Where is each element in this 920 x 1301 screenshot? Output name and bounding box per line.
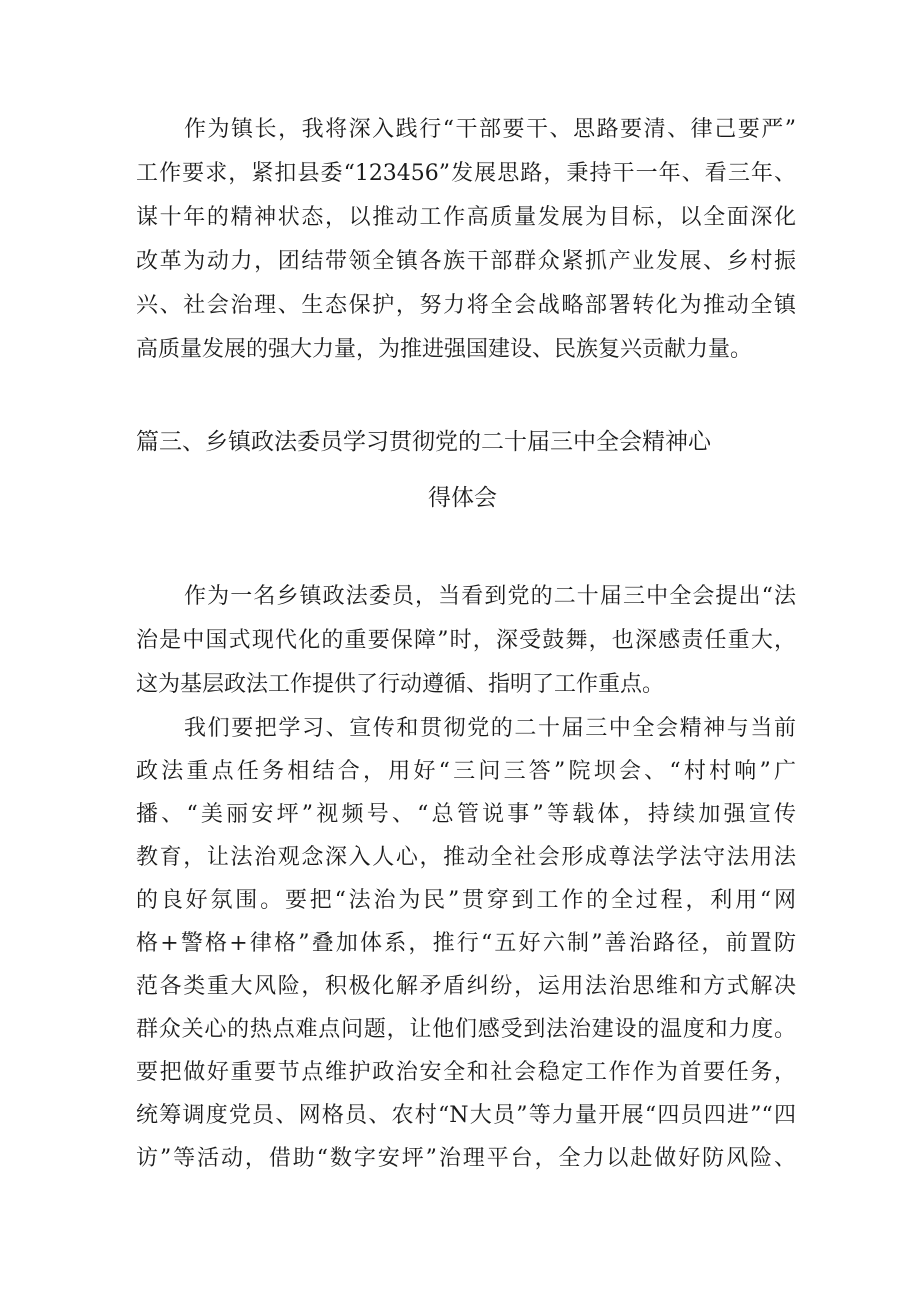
text-line: 高质量发展的强大力量，为推进强国建设、民族复兴贡献力量。: [136, 337, 753, 362]
text-line: 的良好氛围。要把“法治为民”贯穿到工作的全过程，利用“网: [136, 888, 796, 913]
text-line: 政法重点任务相结合，用好“三问三答”院坝会、“村村响”广: [136, 759, 796, 784]
text-line: 治是中国式现代化的重要保障”时，深受鼓舞，也深感责任重大，: [136, 628, 796, 653]
text-line: 作为镇长，我将深入践行“干部要干、思路要清、律己要严”: [184, 117, 796, 142]
text-line: 格+警格+律格”叠加体系，推行“五好六制”善治路径，前置防: [136, 931, 796, 956]
text-line: 群众关心的热点难点问题，让他们感受到法治建设的温度和力度。: [136, 1017, 796, 1042]
text-line: 统筹调度党员、网格员、农村“N大员”等力量开展“四员四进”“四: [136, 1103, 796, 1128]
text-line: 这为基层政法工作提供了行动遵循、指明了工作重点。: [136, 672, 665, 697]
text-line: 兴、社会治理、生态保护，努力将全会战略部署转化为推动全镇: [136, 293, 796, 318]
section-heading-line-2: 得体会: [428, 485, 497, 511]
text-line: 教育，让法治观念深入人心，推动全社会形成尊法学法守法用法: [136, 845, 796, 870]
text-line: 范各类重大风险，积极化解矛盾纠纷，运用法治思维和方式解决: [136, 974, 796, 999]
text-line: 要把做好重要节点维护政治安全和社会稳定工作作为首要任务，: [136, 1060, 796, 1085]
text-line: 工作要求，紧扣县委“123456”发展思路，秉持干一年、看三年、: [136, 161, 796, 186]
text-line: 作为一名乡镇政法委员，当看到党的二十届三中全会提出“法: [184, 584, 796, 609]
text-line: 播、“美丽安坪”视频号、“总管说事”等载体，持续加强宣传: [136, 802, 796, 827]
text-line: 谋十年的精神状态，以推动工作高质量发展为目标，以全面深化: [136, 205, 796, 230]
section-heading-line-1: 篇三、乡镇政法委员学习贯彻党的二十届三中全会精神心: [136, 429, 711, 455]
text-line: 我们要把学习、宣传和贯彻党的二十届三中全会精神与当前: [184, 716, 796, 741]
text-line: 访”等活动，借助“数字安坪”治理平台，全力以赴做好防风险、: [136, 1146, 796, 1171]
text-line: 改革为动力，团结带领全镇各族干部群众紧抓产业发展、乡村振: [136, 249, 796, 274]
